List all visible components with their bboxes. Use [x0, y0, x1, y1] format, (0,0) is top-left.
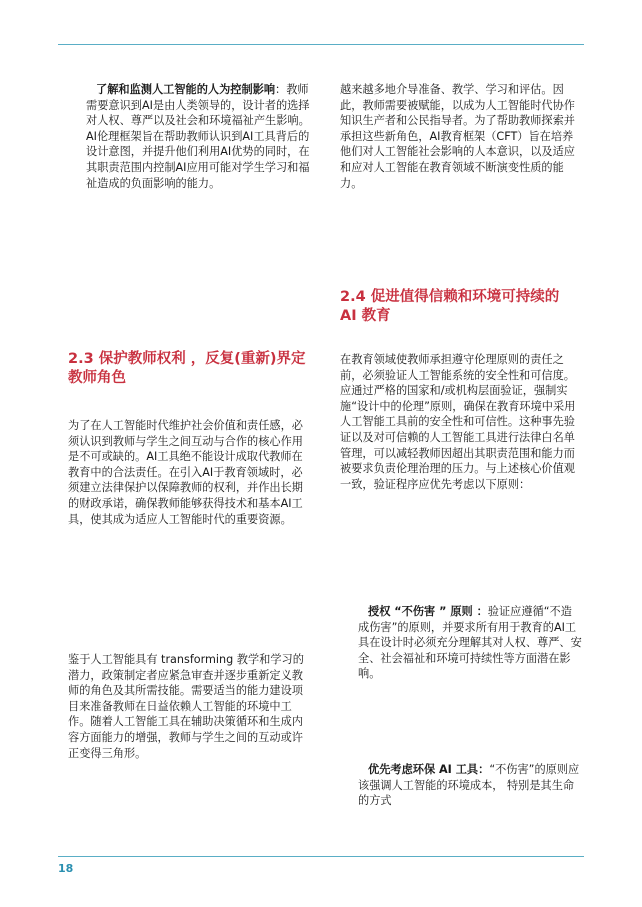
right-paragraph-do-no-harm-lead: 授权 “不伤害 ” 原则 ：: [368, 605, 488, 618]
right-paragraph-empowerment: 越来越多地介导准备、教学、学习和评估。因此，教师需要被赋能，以成为人工智能时代协作知识生产者和公民指导者。为了帮助教师探索并承担这些新角色，AI教育框架（CFT）旨在培养他们对人工智能社会影响的人本意识，以及适应和应对人工智能在教育领域不断演变性质的能力。: [340, 83, 575, 190]
right-paragraph-eco-ai-lead: 优先考虑环保 AI 工具：: [368, 763, 490, 776]
right-paragraph-do-no-harm: [358, 604, 582, 682]
right-paragraph-validation: 在教育领域使教师承担遵守伦理原则的责任之前，必须验证人工智能系统的安全性和可信度。应通过严格的国家和/或机构层面验证，强制实施“设计中的伦理”原则，确保在教育环境中采用人工智能工具前的安全性和可信性。这种事先验证以及对可信赖的人工智能工具进行法律白名单管理，可以减轻教师因超出其职责范围和能力而被要求负责伦理治理的压力。与上述核心价值观一致，验证程序应优先考虑以下原则：: [340, 353, 576, 491]
left-paragraph-teacher-rights: 为了在人工智能时代维护社会价值和责任感，必须认识到教师与学生之间互动与合作的核心作用是不可或缺的。AI工具绝不能设计成取代教师在教育中的合法责任。在引入AI于教育领域时，必须建立法律保护以保障教师的权利，并作出长期的财政承诺，确保教师能够获得技术和基本AI工具，使其成为适应人工智能时代的重要资源。: [68, 419, 303, 526]
section-2-4-heading: 2.4 促进值得信赖和环境可持续的 AI 教育: [340, 289, 560, 324]
section-2-3-heading: 2.3 保护教师权利 ，反复(重新)界定教师角色: [68, 351, 306, 386]
right-paragraph-do-no-harm-text: 验证应遵循“不造成伤害”的原则，并要求所有用于教育的AI工具在设计时必须充分理解其对人权、尊严、安全、社会福祉和环境可持续性等方面潜在影响。: [358, 605, 582, 681]
left-paragraph-control-impact-lead: 了解和监测人工智能的人为控制影响: [96, 83, 276, 96]
right-paragraph-eco-ai: [358, 762, 582, 809]
left-paragraph-teacher-role: 鉴于人工智能具有 transforming 教学和学习的潜力，政策制定者应紧急审查并逐步重新定义教师的角色及其所需技能。需要适当的能力建设项目来准备教师在日益依赖人工智能的环境中工作。随着人工智能工具在辅助决策循环和生成内容方面能力的增强，教师与学生之间的互动或许正变得三角形。: [68, 653, 304, 760]
left-paragraph-control-impact: [86, 82, 314, 191]
left-paragraph-control-impact-text: ：教师需要意识到AI是由人类领导的，设计者的选择对人权、尊严以及社会和环境福祉产生影响。AI伦理框架旨在帮助教师认识到AI工具背后的设计意图，并提升他们利用AI优势的同时，在其职责范围内控制AI应用可能对学生学习和福祉造成的负面影响的能力。: [86, 83, 310, 190]
page-number: 18: [58, 862, 74, 875]
right-paragraph-eco-ai-text: “不伤害”的原则应该强调人工智能的环境成本， 特别是其生命的方式: [358, 763, 580, 808]
top-rule: [58, 44, 584, 45]
bottom-rule: [58, 856, 584, 857]
